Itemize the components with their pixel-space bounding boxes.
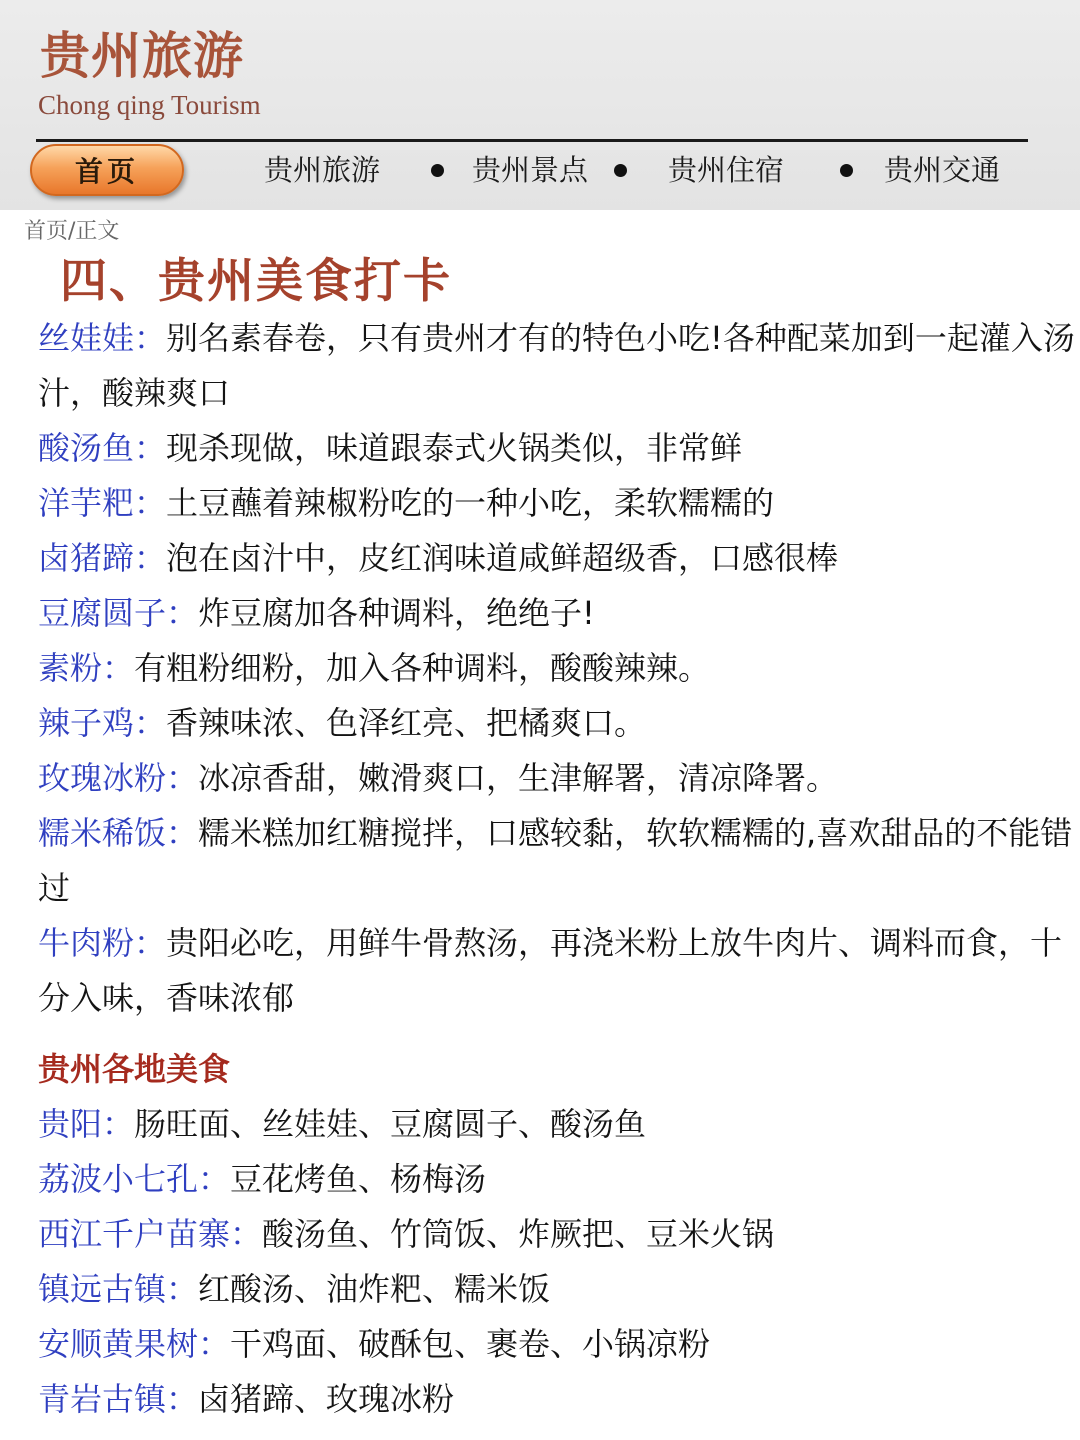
header-divider [36,139,1028,142]
food-item: 糯米稀饭：糯米糕加红糖搅拌，口感较黏，软软糯糯的,喜欢甜品的不能错过 [38,814,1073,907]
home-button[interactable]: 首页 [30,144,184,196]
food-item: 玫瑰冰粉：冰凉香甜，嫩滑爽口，生津解署，清凉降署。 [38,759,839,797]
food-name: 卤猪蹄 [38,539,135,577]
nav-guizhou-transport[interactable]: 贵州交通 [884,153,1001,187]
food-name: 辣子鸡 [38,704,135,742]
nav-separator-dot [431,164,444,177]
region-name: 镇远古镇 [38,1270,167,1308]
food-name: 豆腐圆子 [38,594,167,632]
food-name: 素粉 [38,649,103,687]
nav-separator-dot [840,164,853,177]
site-header [0,0,1080,210]
food-desc: 糯米糕加红糖搅拌，口感较黏，软软糯糯的,喜欢甜品的不能错过 [38,814,1073,907]
food-item: 丝娃娃：别名素春卷，只有贵州才有的特色小吃!各种配菜加到一起灌入汤汁，酸辣爽口 [38,319,1075,412]
food-desc: 土豆蘸着辣椒粉吃的一种小吃，柔软糯糯的 [166,484,775,522]
food-desc: 冰凉香甜，嫩滑爽口，生津解署，清凉降署。 [198,759,839,797]
region-name: 贵阳 [38,1105,103,1143]
food-desc: 香辣味浓、色泽红亮、把橘爽口。 [166,704,647,742]
site-title: 贵州旅游 [40,26,244,85]
food-item: 卤猪蹄：泡在卤汁中，皮红润味道咸鲜超级香，口感很棒 [38,539,839,577]
region-foods: 肠旺面、丝娃娃、豆腐圆子、酸汤鱼 [134,1105,647,1143]
region-item: 荔波小七孔：豆花烤鱼、杨梅汤 [38,1160,487,1198]
region-foods: 干鸡面、破酥包、裹卷、小锅凉粉 [230,1325,711,1363]
food-item: 洋芋粑：土豆蘸着辣椒粉吃的一种小吃，柔软糯糯的 [38,484,775,522]
region-name: 青岩古镇 [38,1380,167,1418]
nav-guizhou-tourism[interactable]: 贵州旅游 [264,153,381,187]
food-desc: 贵阳必吃，用鲜牛骨熬汤，再浇米粉上放牛肉片、调料而食，十分入味，香味浓郁 [38,924,1063,1017]
site-subtitle: Chong qing Tourism [38,90,261,120]
region-foods: 卤猪蹄、玫瑰冰粉 [198,1380,455,1418]
nav-guizhou-attractions[interactable]: 贵州景点 [472,153,589,187]
nav-guizhou-lodging[interactable]: 贵州住宿 [668,153,785,187]
food-name: 牛肉粉 [38,924,135,962]
region-item: 贵阳：肠旺面、丝娃娃、豆腐圆子、酸汤鱼 [38,1105,647,1143]
breadcrumb[interactable]: 首页/正文 [24,219,120,244]
food-desc: 炸豆腐加各种调料，绝绝子! [198,594,595,632]
article-body [38,311,1078,1427]
page-title: 四、贵州美食打卡 [60,254,452,309]
food-name: 酸汤鱼 [38,429,135,467]
region-name: 西江千户苗寨 [38,1215,231,1253]
food-item: 酸汤鱼：现杀现做，味道跟泰式火锅类似，非常鲜 [38,429,743,467]
food-name: 糯米稀饭 [38,814,167,852]
food-item: 牛肉粉：贵阳必吃，用鲜牛骨熬汤，再浇米粉上放牛肉片、调料而食，十分入味，香味浓郁 [38,924,1063,1017]
region-item: 安顺黄果树：干鸡面、破酥包、裹卷、小锅凉粉 [38,1325,711,1363]
food-desc: 有粗粉细粉，加入各种调料，酸酸辣辣。 [134,649,711,687]
region-name: 安顺黄果树 [38,1325,199,1363]
regional-section-title: 贵州各地美食 [38,1050,231,1088]
food-desc: 现杀现做，味道跟泰式火锅类似，非常鲜 [166,429,743,467]
region-item: 镇远古镇：红酸汤、油炸粑、糯米饭 [38,1270,551,1308]
region-name: 荔波小七孔 [38,1160,199,1198]
nav-separator-dot [614,164,627,177]
food-item: 素粉：有粗粉细粉，加入各种调料，酸酸辣辣。 [38,649,711,687]
region-item: 西江千户苗寨：酸汤鱼、竹筒饭、炸厥把、豆米火锅 [38,1215,775,1253]
food-desc: 别名素春卷，只有贵州才有的特色小吃!各种配菜加到一起灌入汤汁，酸辣爽口 [38,319,1075,412]
food-desc: 泡在卤汁中，皮红润味道咸鲜超级香，口感很棒 [166,539,839,577]
food-name: 丝娃娃 [38,319,135,357]
region-item: 青岩古镇：卤猪蹄、玫瑰冰粉 [38,1380,455,1418]
food-name: 洋芋粑 [38,484,135,522]
region-foods: 豆花烤鱼、杨梅汤 [230,1160,487,1198]
food-item: 豆腐圆子：炸豆腐加各种调料，绝绝子! [38,594,595,632]
region-foods: 酸汤鱼、竹筒饭、炸厥把、豆米火锅 [262,1215,775,1253]
food-item: 辣子鸡：香辣味浓、色泽红亮、把橘爽口。 [38,704,647,742]
region-foods: 红酸汤、油炸粑、糯米饭 [198,1270,551,1308]
food-name: 玫瑰冰粉 [38,759,167,797]
